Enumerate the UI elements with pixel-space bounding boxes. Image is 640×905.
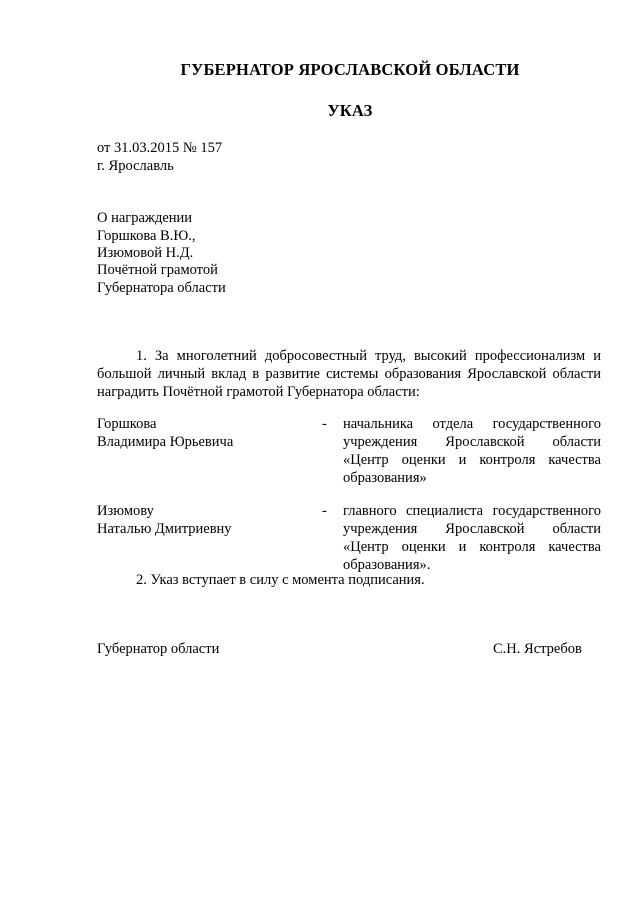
awardee-surname: Изюмову [97,503,154,519]
position-line: начальника отдела государственного [343,416,601,432]
awardee-surname: Горшкова [97,416,157,432]
subject-line: Изюмовой Н.Д. [97,245,194,261]
position-line: учреждения Ярославской области [343,521,601,537]
position-line: учреждения Ярославской области [343,434,601,450]
paragraph-1: 1. За многолетний добросовестный труд, высокий профессионализм и большой личный вклад в развитие системы образования Ярославской области наградить Почётной грамотой Губернатора области: [97,348,601,400]
position-line: «Центр оценки и контроля качества [343,539,601,555]
subject-line: О награждении [97,210,193,226]
position-line: главного специалиста государственного [343,503,601,519]
awardee-dash: - [322,416,327,432]
awardee-position [343,502,601,574]
signature-role: Губернатор области [97,641,220,657]
position-line: образования» [343,470,427,486]
document-type: УКАЗ [327,101,373,120]
awardee-given-name: Наталью Дмитриевну [97,521,232,537]
paragraph-2: 2. Указ вступает в силу с момента подписания. [136,572,425,588]
position-line: образования». [343,557,431,573]
signature-name: С.Н. Ястребов [493,641,582,657]
city: г. Ярославль [97,158,174,174]
subject-line: Горшкова В.Ю., [97,228,196,244]
date-number: от 31.03.2015 № 157 [97,140,223,156]
awardee-given-name: Владимира Юрьевича [97,434,234,450]
awardee-dash: - [322,503,327,519]
position-line: «Центр оценки и контроля качества [343,452,601,468]
document-title: ГУБЕРНАТОР ЯРОСЛАВСКОЙ ОБЛАСТИ [180,60,520,79]
subject-line: Почётной грамотой [97,262,218,278]
awardee-position [343,415,601,487]
subject-line: Губернатора области [97,280,226,296]
